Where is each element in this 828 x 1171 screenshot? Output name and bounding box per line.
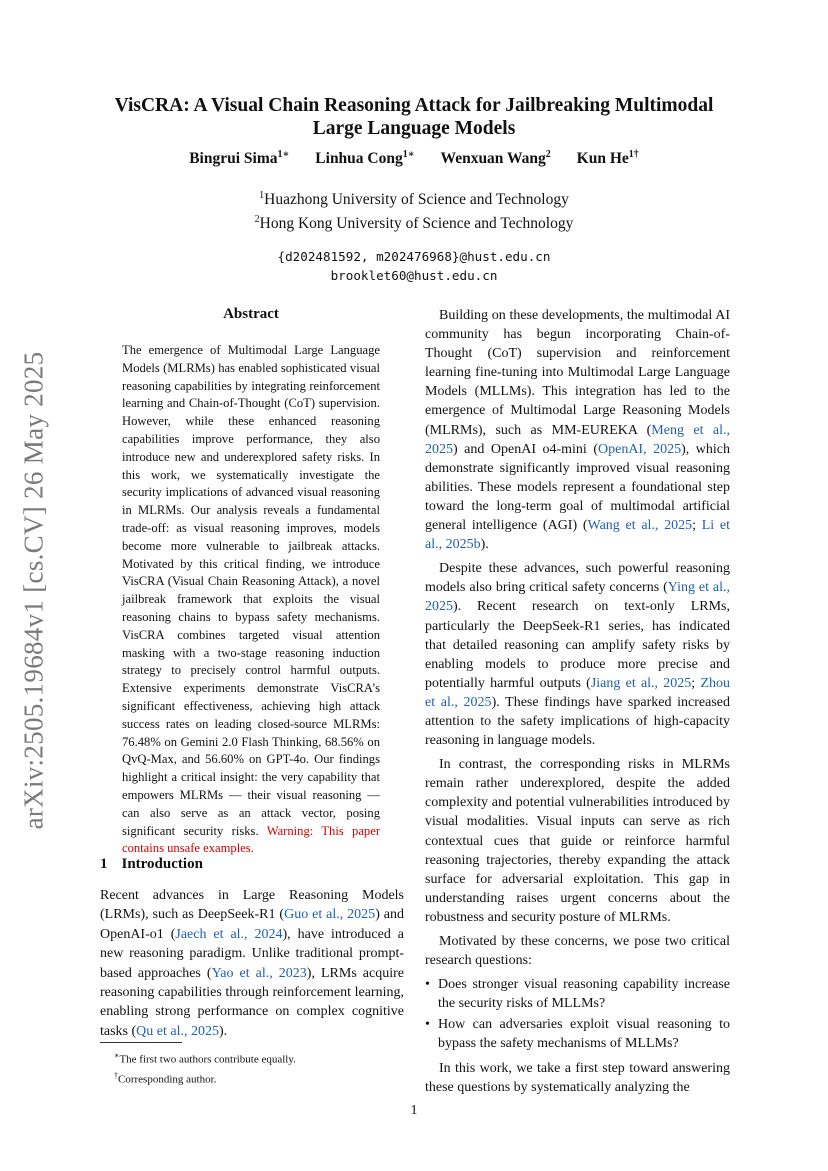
paragraph	[425, 559, 730, 750]
citation-link[interactable]: Jaech et al., 2024	[175, 926, 283, 942]
author-mark: 1∗	[402, 149, 415, 160]
text-run: ). These findings have sparked increased attention to the safety implications of high-capacity reasoning in language models.	[425, 694, 730, 749]
author-mark: 1†	[628, 149, 639, 160]
author-mark: 2	[545, 149, 551, 160]
author-name: Linhua Cong	[315, 150, 403, 168]
citation-link[interactable]: Meng et al., 2025	[425, 422, 730, 457]
bullet-icon: •	[425, 977, 430, 993]
affiliation-text: Huazhong University of Science and Technology	[264, 191, 569, 209]
title-line-2: Large Language Models	[312, 118, 516, 139]
footnote-rule	[100, 1042, 182, 1043]
footnote-text: Corresponding author.	[118, 1073, 217, 1086]
email-line: brooklet60@hust.edu.cn	[330, 268, 498, 283]
list-item	[425, 1015, 730, 1053]
right-column	[425, 306, 730, 1102]
text-run: Recent advances in Large Reasoning Models (LRMs), such as DeepSeek-R1	[100, 888, 404, 923]
text-run: ). Recent research on text-only LRMs, particularly the DeepSeek-R1 series, has indicated that detailed reasoning can amplify safety risks by enabling models to produce more precise and potentially harmful outputs (	[425, 599, 730, 691]
section-heading-introduction	[100, 856, 203, 873]
text-run: , LRMs acquire reasoning capabilities through reinforcement learning, enabling strong performance on complex cognitive tasks	[100, 965, 405, 1039]
text-run: , have introduced a new reasoning paradigm. Unlike traditional prompt-based approaches	[100, 926, 405, 981]
paragraph	[425, 306, 730, 554]
citation-link[interactable]: Jiang et al., 2025	[590, 675, 692, 691]
abstract-body	[122, 342, 380, 858]
citation-link[interactable]: Qu et al., 2025	[136, 1023, 219, 1039]
citation-link[interactable]: Zhou et al., 2025	[425, 675, 730, 710]
citation-link[interactable]: Li et al., 2025b	[425, 518, 731, 553]
footnote-text: The first two authors contribute equally.	[119, 1053, 296, 1066]
citation-link[interactable]: OpenAI, 2025	[598, 441, 682, 457]
author	[577, 150, 639, 167]
list-item	[425, 975, 730, 1013]
footnote-mark: †	[114, 1070, 118, 1080]
affiliation-mark: 1	[259, 190, 265, 201]
paper-title	[80, 94, 748, 140]
emails	[80, 247, 748, 285]
abstract-text: The emergence of Multimodal Large Language Models (MLRMs) has enabled sophisticated visual reasoning capabilities by integrating reinforcement learning and Chain-of-Thought (CoT) supervision. However, while these enhanced reasoning capabilities improve performance, they also introduce new and underexplored safety risks. In this work, we systematically investigate the security implications of advanced visual reasoning in MLRMs. Our analysis reveals a fundamental trade-off: as visual reasoning improves, models become more vulnerable to jailbreak attacks. Motivated by this critical finding, we introduce VisCRA (Visual Chain Reasoning Attack), a novel jailbreak framework that exploits the visual reasoning chains to bypass safety mechanisms. VisCRA combines targeted visual attention masking with a two-stage reasoning induction strategy to precisely control harmful outputs. Extensive experiments demonstrate VisCRA’s significant effectiveness, achieving high attack success rates on leading closed-source MLRMs: 76.48% on Gemini 2.0 Flash Thinking, 68.56% on QvQ-Max, and 56.60% on GPT-4o. Our findings highlight a critical insight: the very capability that empowers MLRMs — their visual reasoning — can also serve as an attack vector, posing significant security risks.	[122, 343, 380, 838]
author-name: Bingrui Sima	[189, 150, 278, 168]
intro-left-column	[100, 886, 404, 1046]
footnote	[114, 1068, 404, 1088]
arxiv-stamp: arXiv:2505.19684v1 [cs.CV] 26 May 2025	[18, 351, 49, 829]
author-mark: 1∗	[277, 149, 290, 160]
title-line-1: VisCRA: A Visual Chain Reasoning Attack for Jailbreaking Multimodal	[114, 95, 714, 116]
text-run: Despite these advances, such powerful reasoning models also bring critical safety concerns (	[425, 561, 730, 596]
text-run: Building on these developments, the multimodal AI community has begun incorporating Chain-of-Thought (CoT) supervision and reinforcement learning fine-tuning into Multimodal Large Language Models (MLLMs). This integration has led to the emergence of Multimodal Large Reasoning Models (MLRMs), such as MM-EUREKA (	[425, 308, 730, 438]
footnotes	[114, 1048, 404, 1087]
author	[441, 150, 551, 167]
text-run: ), which demonstrate significantly improved visual reasoning abilities. These models represent a foundational step toward the long-term goal of multimodal artificial general intelligence (AGI) (	[425, 441, 730, 534]
paragraph: In contrast, the corresponding risks in MLRMs remain rather underexplored, despite the added complexity and potential vulnerabilities introduced by visual modalities. Visual inputs can serve as rich contextual cues that guide or reinforce harmful reasoning trajectories, thereby expanding the attack surface for adversarial exploitation. This gap in understanding raises urgent concerns about the robustness and security posture of MLRMs.	[425, 757, 730, 925]
citation-link[interactable]: Guo et al., 2025	[284, 907, 376, 923]
affiliation-text: Hong Kong University of Science and Technology	[259, 215, 574, 233]
section-number: 1	[100, 856, 108, 872]
text-run: ).	[480, 537, 489, 553]
author	[315, 150, 414, 167]
paragraph: Motivated by these concerns, we pose two critical research questions:	[425, 934, 730, 969]
page-number: 1	[410, 1103, 418, 1118]
affiliations	[80, 186, 748, 234]
author-list	[80, 149, 748, 168]
affiliation-mark: 2	[254, 214, 260, 226]
text-run: and OpenAI-o1	[100, 907, 405, 942]
footnote	[114, 1048, 404, 1068]
intro-paragraph: Recent advances in Large Reasoning Models (LRMs), such as DeepSeek-R1 (Guo et al., 2025) and OpenAI-o1 (Jaech et al., 2024), have introduced a new reasoning paradigm. Unlike traditional prompt-based approaches (Yao et al., 2023), LRMs acquire reasoning capabilities through reinforcement learning, enabling strong performance on complex cognitive tasks (Qu et al., 2025).	[100, 888, 405, 1039]
arxiv-stamp-container	[14, 340, 54, 840]
email-line: {d202481592, m202476968}@hust.edu.cn	[277, 249, 551, 264]
bullet-icon: •	[425, 1017, 430, 1033]
text-run: .	[223, 1023, 228, 1039]
section-title: Introduction	[121, 856, 203, 872]
paragraph: In this work, we take a first step toward answering these questions by systematically analyzing the	[425, 1060, 730, 1095]
research-questions	[425, 975, 730, 1053]
text-run: ;	[692, 518, 702, 534]
author-name: Kun He	[576, 150, 629, 168]
affiliation	[80, 186, 748, 210]
author-name: Wenxuan Wang	[440, 150, 546, 168]
affiliation	[80, 210, 748, 234]
citation-link[interactable]: Ying et al., 2025	[425, 580, 730, 615]
question-text: How can adversaries exploit visual reasoning to bypass the safety mechanisms of MLLMs?	[438, 1017, 730, 1052]
footnote-mark: ∗	[114, 1051, 120, 1060]
citation-link[interactable]: Wang et al., 2025	[587, 518, 693, 534]
author	[189, 150, 289, 167]
question-text: Does stronger visual reasoning capability increase the security risks of MLLMs?	[438, 977, 730, 1012]
text-run: ;	[691, 675, 701, 691]
citation-link[interactable]: Yao et al., 2023	[211, 965, 307, 981]
abstract-heading: Abstract	[223, 306, 279, 322]
text-run: ) and OpenAI o4-mini (	[453, 441, 598, 457]
abstract-warning: Warning: This paper contains unsafe examples.	[122, 823, 381, 856]
